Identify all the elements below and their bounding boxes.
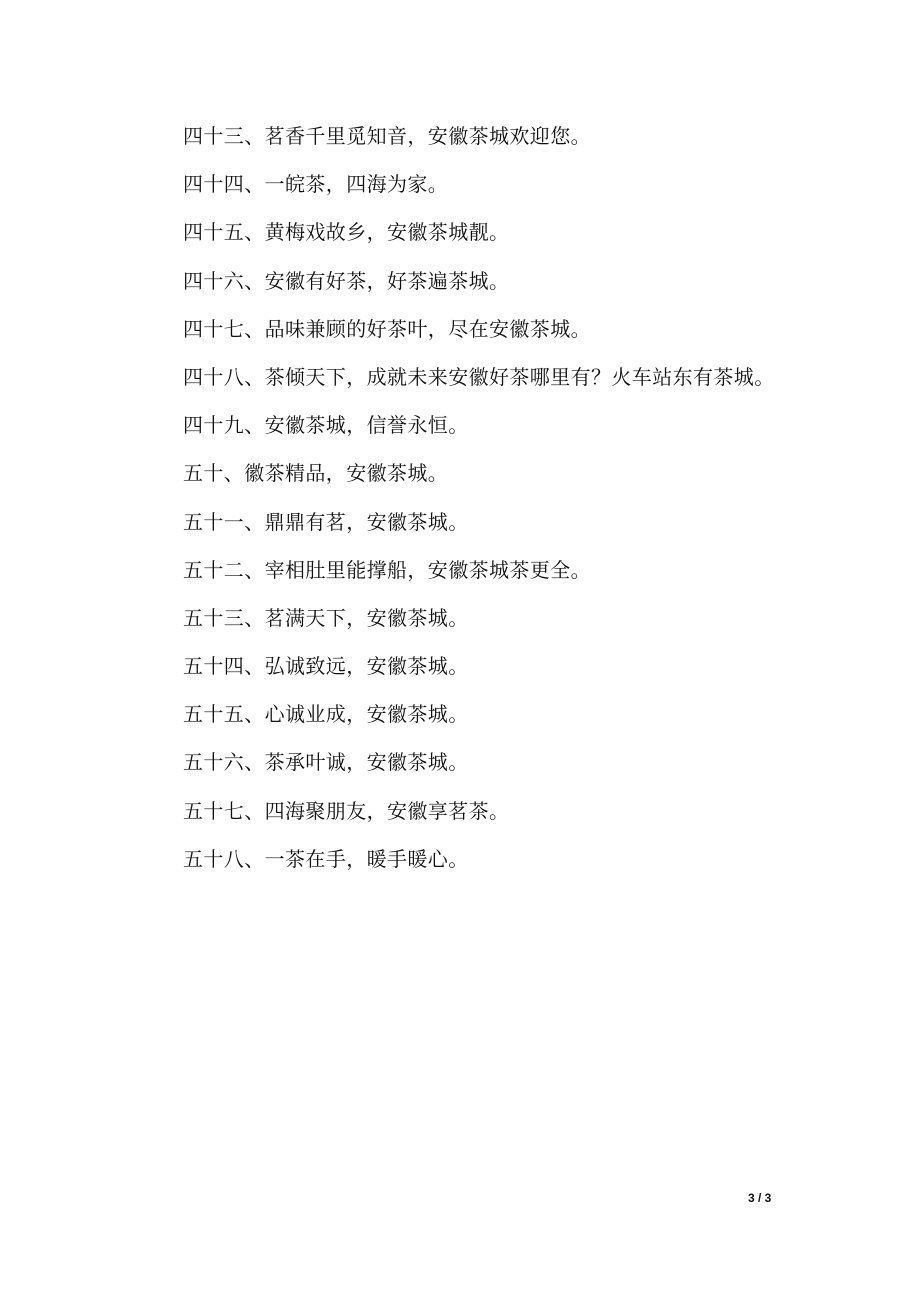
slogan-line: 五十六、茶承叶诚，安徽茶城。 [183,750,469,775]
slogan-line: 五十五、心诚业成，安徽茶城。 [183,702,469,727]
slogan-line: 五十一、鼎鼎有茗，安徽茶城。 [183,509,469,534]
slogan-list [183,122,823,893]
slogan-line: 五十七、四海聚朋友，安徽享茗茶。 [183,798,510,823]
slogan-line: 四十三、茗香千里觅知音，安徽茶城欢迎您。 [183,124,591,148]
slogan-line: 四十九、安徽茶城，信誉永恒。 [183,413,469,438]
slogan-line: 五十八、一茶在手，暖手暖心。 [183,846,469,871]
slogan-line: 四十六、安徽有好茶，好茶遍茶城。 [183,268,510,293]
slogan-line: 五十三、茗满天下，安徽茶城。 [183,605,469,630]
slogan-line: 四十五、黄梅戏故乡，安徽茶城靓。 [183,220,510,245]
slogan-line: 五十四、弘诚致远，安徽茶城。 [183,654,469,679]
slogan-line: 四十八、茶倾天下，成就未来安徽好茶哪里有？火车站东有茶城。 [183,364,775,389]
slogan-line: 五十、徽茶精品，安徽茶城。 [183,461,449,486]
page-number: 3 / 3 [748,1191,772,1205]
slogan-line: 五十二、宰相肚里能撑船，安徽茶城茶更全。 [183,557,591,582]
slogan-line: 四十四、一皖茶，四海为家。 [183,172,449,197]
slogan-line: 四十七、品味兼顾的好茶叶，尽在安徽茶城。 [183,316,591,341]
